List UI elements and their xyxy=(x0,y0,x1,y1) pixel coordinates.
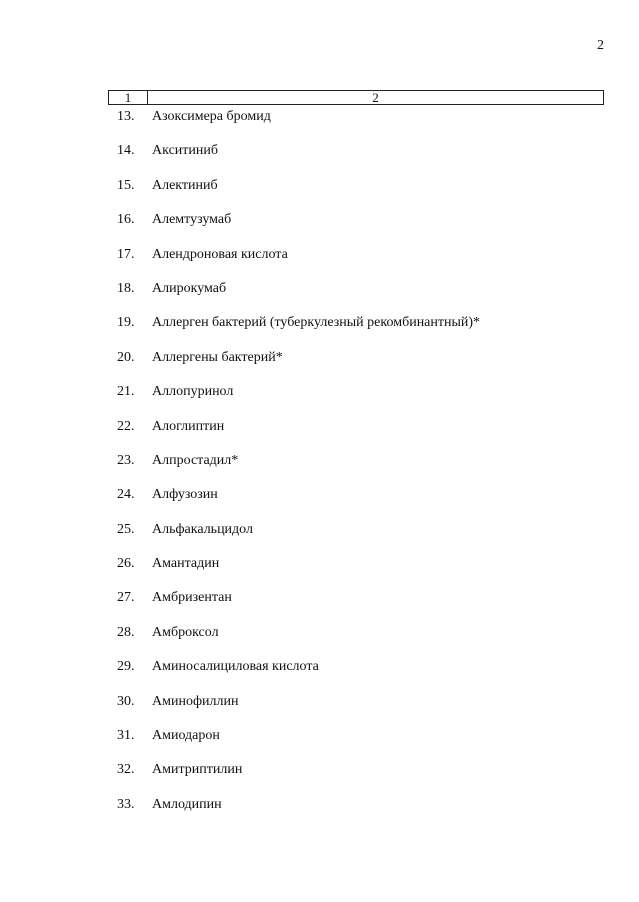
item-name: Альфакальцидол xyxy=(152,521,253,537)
list-item xyxy=(117,555,480,589)
item-name: Алоглиптин xyxy=(152,418,225,434)
item-name: Аллерген бактерий (туберкулезный рекомбинантный)* xyxy=(152,315,481,331)
item-name: Алемтузумаб xyxy=(152,212,232,228)
list-item xyxy=(117,727,480,761)
item-number: 14. xyxy=(117,143,135,159)
list-item xyxy=(117,383,480,417)
item-number: 15. xyxy=(117,177,135,193)
item-number: 19. xyxy=(117,315,135,331)
list-item xyxy=(117,349,480,383)
item-number: 23. xyxy=(117,452,135,468)
item-name: Азоксимера бромид xyxy=(152,109,271,124)
item-number: 20. xyxy=(117,349,135,365)
item-name: Амбризентан xyxy=(152,590,232,606)
item-name: Аминофиллин xyxy=(152,693,239,709)
page-number: 2 xyxy=(597,38,604,53)
list-item xyxy=(117,693,480,727)
item-name: Акситиниб xyxy=(152,143,218,159)
item-number: 18. xyxy=(117,280,135,296)
item-number: 21. xyxy=(117,384,135,400)
item-name: Амброксол xyxy=(152,624,219,640)
list-item xyxy=(117,177,480,211)
item-name: Амитриптилин xyxy=(152,762,243,778)
item-number: 13. xyxy=(117,109,135,124)
item-number: 17. xyxy=(117,246,135,262)
list-item xyxy=(117,211,480,245)
list-item xyxy=(117,418,480,452)
item-name: Аминосалициловая кислота xyxy=(152,659,319,675)
table-header-col-1: 1 xyxy=(109,91,148,104)
drug-list xyxy=(117,108,480,830)
item-number: 25. xyxy=(117,521,135,537)
item-name: Аллопуринол xyxy=(152,384,234,400)
item-name: Алендроновая кислота xyxy=(152,246,288,262)
item-name: Амантадин xyxy=(152,556,220,572)
list-item xyxy=(117,108,480,142)
item-number: 22. xyxy=(117,418,135,434)
item-name: Алектиниб xyxy=(152,177,218,193)
list-item xyxy=(117,521,480,555)
item-number: 31. xyxy=(117,728,135,744)
table-header-col-2: 2 xyxy=(372,90,379,105)
list-item xyxy=(117,142,480,176)
item-name: Алпростадил* xyxy=(152,452,239,468)
list-item xyxy=(117,589,480,623)
item-number: 30. xyxy=(117,693,135,709)
list-item xyxy=(117,280,480,314)
item-number: 29. xyxy=(117,659,135,675)
list-item xyxy=(117,658,480,692)
item-name: Алирокумаб xyxy=(152,280,227,296)
list-item xyxy=(117,761,480,795)
list-item xyxy=(117,624,480,658)
table-header xyxy=(108,90,604,105)
item-number: 33. xyxy=(117,796,135,812)
list-item xyxy=(117,796,480,830)
item-number: 24. xyxy=(117,487,135,503)
list-item xyxy=(117,452,480,486)
item-number: 16. xyxy=(117,212,135,228)
item-number: 26. xyxy=(117,556,135,572)
item-name: Амлодипин xyxy=(152,796,222,812)
list-item xyxy=(117,246,480,280)
list-item xyxy=(117,486,480,520)
item-name: Аллергены бактерий* xyxy=(152,349,283,365)
item-number: 28. xyxy=(117,624,135,640)
item-name: Амиодарон xyxy=(152,728,220,744)
item-name: Алфузозин xyxy=(152,487,218,503)
list-item xyxy=(117,314,480,348)
item-number: 27. xyxy=(117,590,135,606)
item-number: 32. xyxy=(117,762,135,778)
